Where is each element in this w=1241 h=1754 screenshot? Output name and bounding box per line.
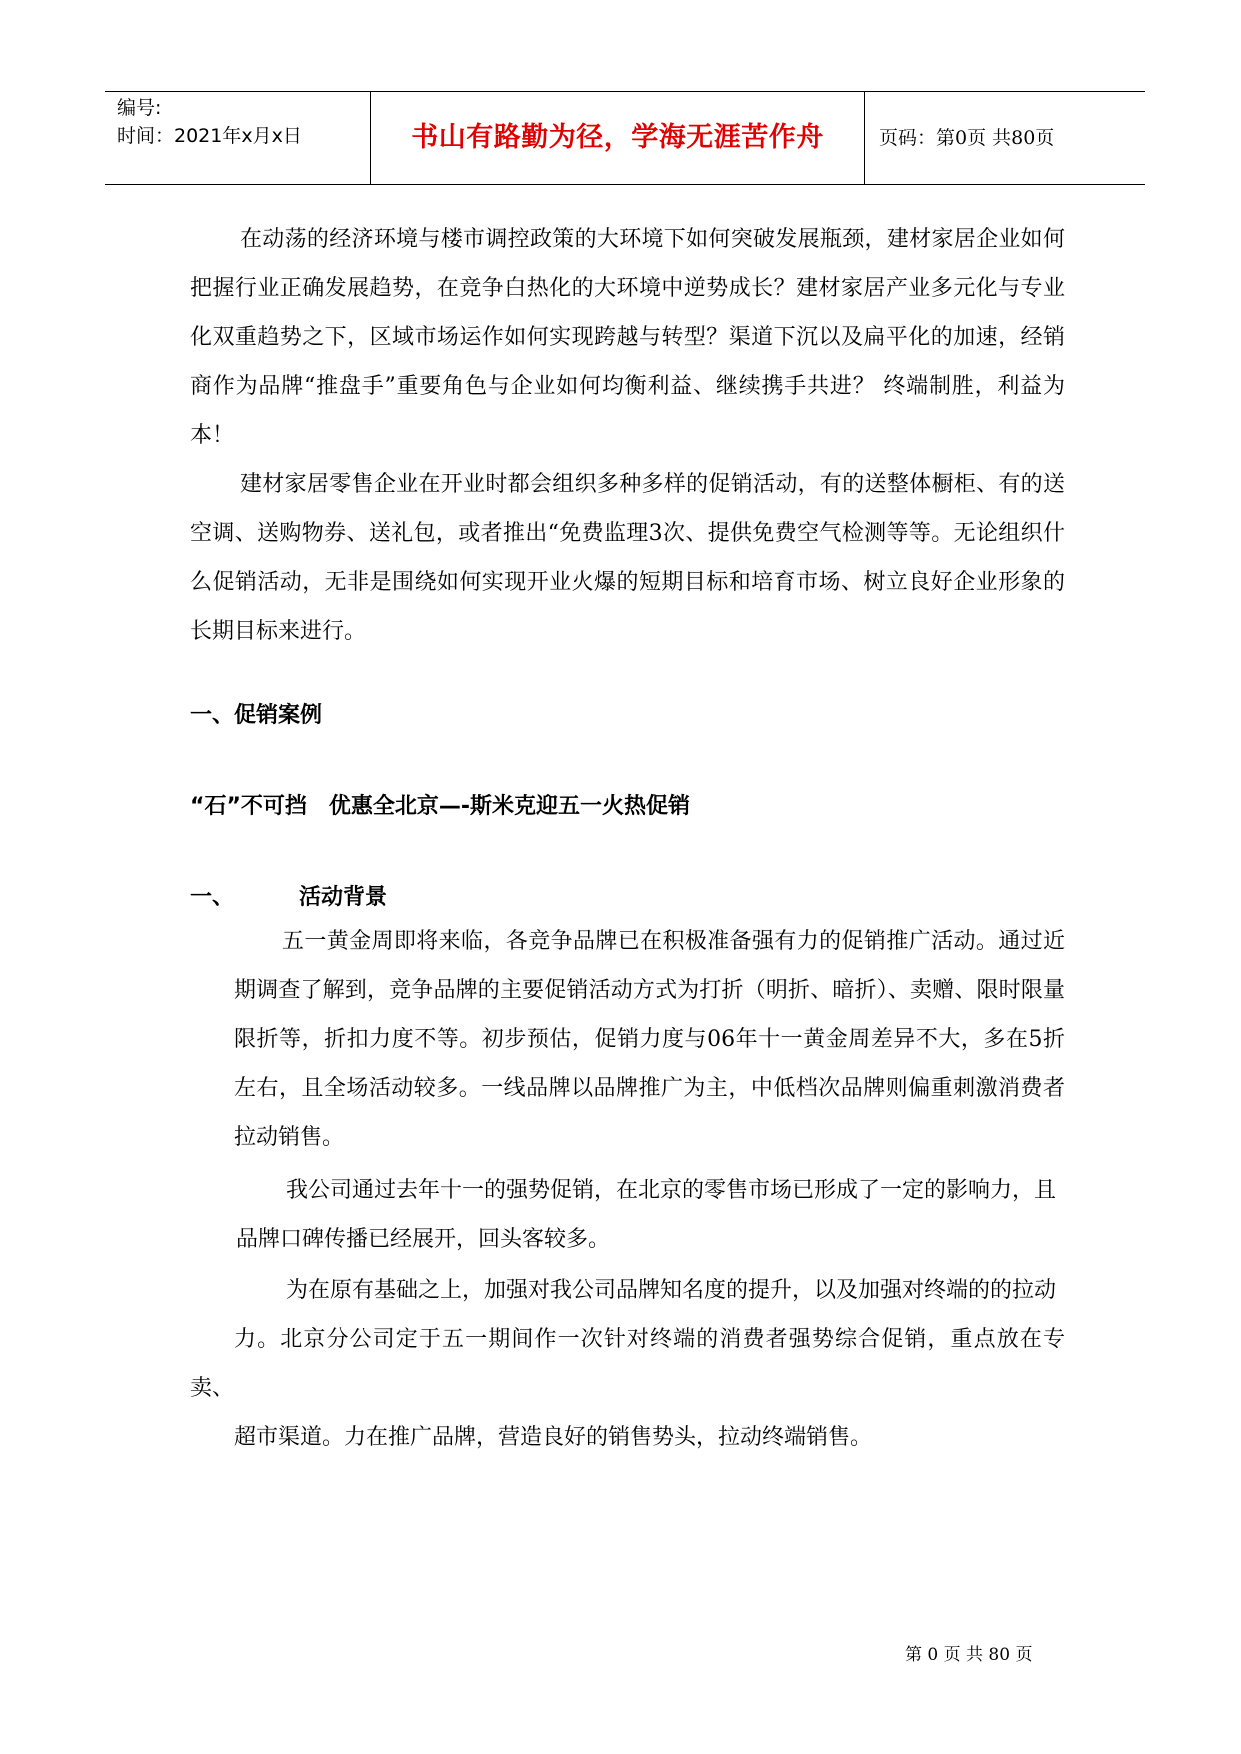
header-meta xyxy=(105,92,370,184)
header-motto: 书山有路勤为径，学海无涯苦作舟 xyxy=(411,122,824,153)
background-paragraph-2b: 品牌口碑传播已经展开，回头客较多。 xyxy=(236,1227,611,1252)
background-paragraph-3b: 力。北京分公司定于五一期间作一次针对终端的消费者强势综合促销，重点放在专卖、 xyxy=(190,1327,1065,1401)
header-page-info: 页码：第0页 共80页 xyxy=(879,127,1055,149)
header-motto-cell xyxy=(370,92,865,184)
sub-heading-activity-background xyxy=(190,880,1065,911)
background-paragraph-3a: 为在原有基础之上，加强对我公司品牌知名度的提升，以及加强对终端的的拉动 xyxy=(286,1278,1057,1303)
case-title: “石”不可挡 优惠全北京—-斯米克迎五一火热促销 xyxy=(190,794,691,819)
section-heading-promotion-cases: 一、促销案例 xyxy=(190,703,323,728)
background-paragraph-3c: 超市渠道。力在推广品牌，营造良好的销售势头，拉动终端销售。 xyxy=(234,1425,873,1450)
sub-heading-number: 一、 xyxy=(190,885,235,910)
number-label: 编号: xyxy=(117,97,162,119)
sub-heading-text: 活动背景 xyxy=(299,885,388,910)
time-label: 时间：2021年x月x日 xyxy=(117,125,302,147)
document-body xyxy=(190,215,1065,1462)
page-header xyxy=(105,91,1145,185)
page-footer: 第 0 页 共 80 页 xyxy=(905,1645,1033,1665)
background-paragraph-1: 五一黄金周即将来临，各竞争品牌已在积极准备强有力的促销推广活动。通过近期调查了解到，竞争品牌的主要促销活动方式为打折（明折、暗折）、卖赠、限时限量限折等，折扣力度不等。初步预估，促销力度与06年十一黄金周差异不大，多在5折左右，且全场活动较多。一线品牌以品牌推广为主，中低档次品牌则偏重刺激消费者拉动销售。 xyxy=(234,929,1065,1150)
background-paragraph-2a: 我公司通过去年十一的强势促销，在北京的零售市场已形成了一定的影响力，且 xyxy=(286,1178,1057,1203)
intro-paragraph-1: 在动荡的经济环境与楼市调控政策的大环境下如何突破发展瓶颈，建材家居企业如何把握行业正确发展趋势，在竞争白热化的大环境中逆势成长？建材家居产业多元化与专业化双重趋势之下，区域市场运作如何实现跨越与转型？渠道下沉以及扁平化的加速，经销商作为品牌“推盘手”重要角色与企业如何均衡利益、继续携手共进？ 终端制胜，利益为本！ xyxy=(190,227,1065,448)
intro-paragraph-2: 建材家居零售企业在开业时都会组织多种多样的促销活动，有的送整体橱柜、有的送空调、送购物券、送礼包，或者推出“免费监理3次、提供免费空气检测等等。无论组织什么促销活动，无非是围绕如何实现开业火爆的短期目标和培育市场、树立良好企业形象的长期目标来进行。 xyxy=(190,472,1065,644)
